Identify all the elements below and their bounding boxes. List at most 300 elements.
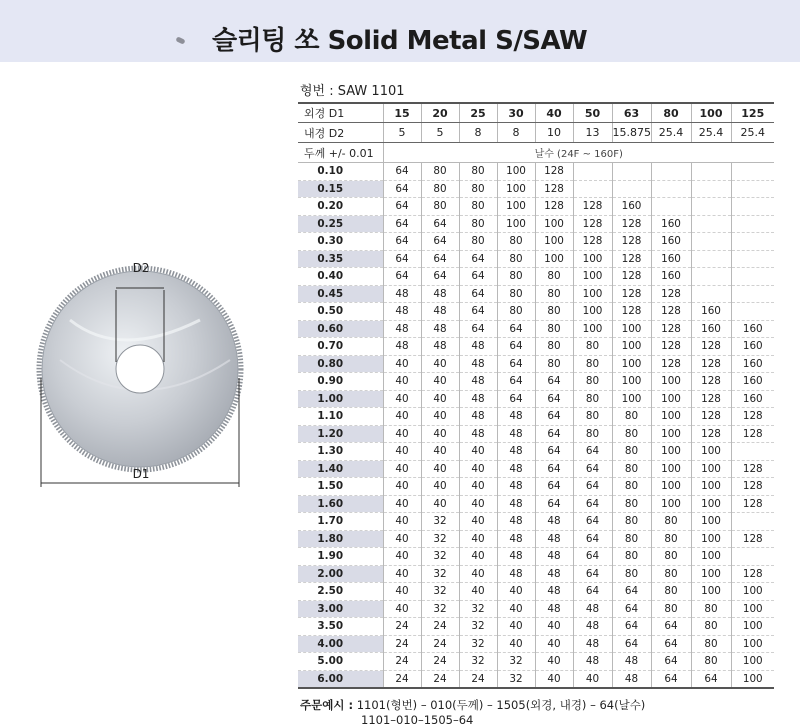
- teeth-count-cell: 128: [691, 408, 731, 426]
- teeth-count-cell: [731, 268, 774, 286]
- teeth-count-cell: 128: [691, 390, 731, 408]
- teeth-count-cell: 32: [421, 548, 459, 566]
- teeth-count-cell: 64: [383, 198, 421, 216]
- teeth-count-cell: 64: [651, 653, 691, 671]
- teeth-count-cell: 100: [612, 320, 651, 338]
- teeth-count-cell: 48: [459, 390, 497, 408]
- table-row: [298, 495, 774, 513]
- teeth-count-cell: 40: [421, 390, 459, 408]
- inner-diameter-row: [298, 123, 774, 143]
- teeth-count-cell: 64: [459, 320, 497, 338]
- d1-label: D1: [132, 467, 150, 481]
- thickness-cell: 0.20: [298, 198, 383, 216]
- teeth-count-cell: 40: [535, 618, 573, 636]
- teeth-count-cell: 40: [421, 425, 459, 443]
- teeth-count-cell: 160: [731, 355, 774, 373]
- outer-diameter-cell: 80: [651, 103, 691, 123]
- teeth-count-cell: 48: [421, 320, 459, 338]
- teeth-count-cell: 80: [691, 635, 731, 653]
- table-row: [298, 390, 774, 408]
- teeth-count-cell: 40: [383, 548, 421, 566]
- teeth-count-cell: 128: [612, 268, 651, 286]
- teeth-count-cell: 100: [497, 163, 535, 181]
- teeth-count-cell: 48: [497, 495, 535, 513]
- teeth-count-cell: 40: [383, 460, 421, 478]
- teeth-count-cell: 128: [731, 408, 774, 426]
- thickness-cell: 3.50: [298, 618, 383, 636]
- thickness-cell: 0.40: [298, 268, 383, 286]
- table-row: [298, 670, 774, 688]
- thickness-cell: 1.80: [298, 530, 383, 548]
- saw-blade: [39, 268, 241, 470]
- teeth-count-cell: 100: [651, 443, 691, 461]
- teeth-count-cell: 100: [497, 180, 535, 198]
- teeth-count-cell: 64: [535, 425, 573, 443]
- teeth-count-cell: 40: [383, 565, 421, 583]
- teeth-count-cell: 80: [651, 565, 691, 583]
- teeth-count-cell: 100: [612, 373, 651, 391]
- teeth-count-cell: [731, 250, 774, 268]
- teeth-count-cell: 80: [421, 180, 459, 198]
- teeth-count-cell: 80: [459, 215, 497, 233]
- teeth-count-cell: 100: [731, 583, 774, 601]
- teeth-count-cell: 128: [691, 355, 731, 373]
- teeth-count-cell: 64: [421, 268, 459, 286]
- outer-diameter-cell: 15: [383, 103, 421, 123]
- teeth-count-cell: 80: [497, 268, 535, 286]
- teeth-count-cell: 48: [535, 548, 573, 566]
- teeth-count-cell: [651, 180, 691, 198]
- inner-diameter-cell: 25.4: [731, 123, 774, 143]
- teeth-count-cell: 32: [421, 583, 459, 601]
- teeth-count-header: 날수 (24F ~ 160F): [383, 143, 774, 163]
- thickness-cell: 0.35: [298, 250, 383, 268]
- teeth-count-cell: 64: [573, 495, 612, 513]
- teeth-count-cell: 100: [497, 198, 535, 216]
- teeth-count-cell: 64: [612, 600, 651, 618]
- page-title: 슬리팅 쏘 Solid Metal S/SAW: [212, 26, 588, 56]
- teeth-count-cell: 64: [612, 635, 651, 653]
- teeth-count-cell: 160: [651, 215, 691, 233]
- teeth-count-cell: 128: [612, 285, 651, 303]
- teeth-count-cell: 40: [383, 478, 421, 496]
- teeth-count-cell: [731, 513, 774, 531]
- teeth-count-cell: 80: [421, 198, 459, 216]
- teeth-count-cell: 32: [421, 513, 459, 531]
- teeth-count-cell: 80: [535, 285, 573, 303]
- teeth-count-cell: 40: [421, 408, 459, 426]
- table-row: [298, 600, 774, 618]
- teeth-count-cell: 128: [731, 460, 774, 478]
- teeth-count-cell: 64: [535, 443, 573, 461]
- teeth-count-cell: 100: [612, 338, 651, 356]
- teeth-count-cell: 80: [651, 513, 691, 531]
- teeth-count-cell: 100: [651, 373, 691, 391]
- thickness-cell: 0.30: [298, 233, 383, 251]
- teeth-count-cell: 48: [535, 513, 573, 531]
- teeth-count-cell: 100: [691, 460, 731, 478]
- teeth-count-cell: 40: [459, 495, 497, 513]
- teeth-count-cell: 40: [421, 495, 459, 513]
- teeth-count-cell: 160: [651, 233, 691, 251]
- teeth-count-cell: 100: [573, 285, 612, 303]
- teeth-count-cell: 100: [691, 565, 731, 583]
- teeth-count-cell: 40: [535, 670, 573, 688]
- teeth-count-cell: 80: [497, 233, 535, 251]
- teeth-count-cell: 80: [612, 530, 651, 548]
- teeth-count-cell: 160: [612, 198, 651, 216]
- teeth-count-cell: 80: [651, 600, 691, 618]
- teeth-count-cell: [691, 163, 731, 181]
- teeth-count-cell: 24: [383, 670, 421, 688]
- inner-diameter-cell: 10: [535, 123, 573, 143]
- teeth-count-cell: 80: [573, 373, 612, 391]
- inner-diameter-cell: 15.875: [612, 123, 651, 143]
- teeth-count-cell: 80: [535, 338, 573, 356]
- teeth-count-cell: [573, 163, 612, 181]
- teeth-count-cell: 40: [459, 530, 497, 548]
- teeth-count-cell: [612, 180, 651, 198]
- teeth-count-cell: 48: [383, 285, 421, 303]
- teeth-count-cell: 160: [651, 268, 691, 286]
- outer-diameter-cell: 20: [421, 103, 459, 123]
- table-row: [298, 425, 774, 443]
- teeth-count-cell: 128: [731, 478, 774, 496]
- teeth-count-cell: 100: [535, 233, 573, 251]
- thickness-cell: 0.15: [298, 180, 383, 198]
- teeth-count-cell: 100: [651, 460, 691, 478]
- teeth-count-cell: 80: [691, 618, 731, 636]
- teeth-count-cell: 64: [497, 338, 535, 356]
- spec-table: [298, 102, 774, 689]
- outer-diameter-label: 외경 D1: [298, 103, 383, 123]
- thickness-cell: 1.50: [298, 478, 383, 496]
- teeth-count-cell: 100: [731, 600, 774, 618]
- teeth-count-cell: 80: [691, 653, 731, 671]
- thickness-cell: 1.10: [298, 408, 383, 426]
- teeth-count-cell: 64: [573, 530, 612, 548]
- teeth-count-cell: 128: [573, 198, 612, 216]
- teeth-count-cell: 40: [383, 408, 421, 426]
- order-example-code: 1101–010–1505–64: [361, 713, 474, 727]
- teeth-count-cell: [731, 285, 774, 303]
- teeth-count-cell: 128: [731, 495, 774, 513]
- teeth-count-cell: 48: [459, 373, 497, 391]
- outer-diameter-row: [298, 103, 774, 123]
- teeth-count-cell: 40: [383, 390, 421, 408]
- teeth-count-cell: 40: [459, 583, 497, 601]
- teeth-count-cell: [691, 285, 731, 303]
- teeth-count-cell: 64: [535, 495, 573, 513]
- teeth-count-cell: 80: [573, 425, 612, 443]
- table-row: [298, 233, 774, 251]
- inner-diameter-cell: 25.4: [651, 123, 691, 143]
- table-row: [298, 478, 774, 496]
- teeth-count-cell: 64: [459, 268, 497, 286]
- teeth-count-cell: 100: [612, 390, 651, 408]
- d2-label: D2: [132, 261, 150, 275]
- teeth-count-cell: 48: [535, 530, 573, 548]
- thickness-cell: 1.20: [298, 425, 383, 443]
- teeth-count-cell: 128: [651, 355, 691, 373]
- inner-diameter-cell: 8: [497, 123, 535, 143]
- teeth-count-cell: 64: [573, 443, 612, 461]
- teeth-count-cell: 64: [383, 180, 421, 198]
- teeth-count-cell: 48: [383, 303, 421, 321]
- teeth-count-cell: 128: [535, 180, 573, 198]
- table-row: [298, 373, 774, 391]
- outer-diameter-cell: 40: [535, 103, 573, 123]
- teeth-count-cell: [731, 548, 774, 566]
- thickness-cell: 0.90: [298, 373, 383, 391]
- teeth-count-cell: [731, 180, 774, 198]
- teeth-count-cell: 48: [612, 670, 651, 688]
- teeth-count-cell: 100: [651, 495, 691, 513]
- teeth-count-cell: 64: [383, 233, 421, 251]
- teeth-count-cell: 100: [573, 320, 612, 338]
- teeth-count-cell: 48: [421, 285, 459, 303]
- order-example: [300, 697, 645, 713]
- thickness-cell: 1.40: [298, 460, 383, 478]
- table-row: [298, 443, 774, 461]
- teeth-count-cell: 80: [535, 268, 573, 286]
- teeth-count-cell: 64: [573, 548, 612, 566]
- teeth-count-cell: 100: [731, 670, 774, 688]
- teeth-count-cell: [691, 233, 731, 251]
- teeth-count-cell: 48: [573, 635, 612, 653]
- teeth-count-cell: 40: [497, 618, 535, 636]
- teeth-count-cell: 24: [383, 653, 421, 671]
- teeth-count-cell: 100: [612, 355, 651, 373]
- teeth-count-cell: 80: [497, 285, 535, 303]
- teeth-count-cell: 80: [612, 425, 651, 443]
- teeth-count-cell: 24: [421, 653, 459, 671]
- table-row: [298, 635, 774, 653]
- teeth-count-cell: [731, 303, 774, 321]
- teeth-count-cell: 160: [731, 373, 774, 391]
- teeth-count-cell: [691, 180, 731, 198]
- teeth-count-cell: 48: [421, 303, 459, 321]
- thickness-cell: 6.00: [298, 670, 383, 688]
- teeth-count-cell: [651, 198, 691, 216]
- teeth-count-cell: 64: [651, 618, 691, 636]
- teeth-count-cell: 128: [731, 565, 774, 583]
- teeth-count-cell: 80: [459, 180, 497, 198]
- teeth-count-cell: 48: [497, 408, 535, 426]
- table-row: [298, 565, 774, 583]
- thickness-cell: 0.80: [298, 355, 383, 373]
- teeth-count-cell: 80: [651, 548, 691, 566]
- teeth-count-cell: 64: [497, 390, 535, 408]
- thickness-label: 두께 +/- 0.01: [298, 143, 383, 163]
- teeth-count-cell: 100: [691, 443, 731, 461]
- teeth-count-cell: 40: [383, 495, 421, 513]
- teeth-count-cell: 64: [383, 250, 421, 268]
- teeth-count-cell: 100: [731, 618, 774, 636]
- teeth-count-cell: 32: [421, 530, 459, 548]
- teeth-count-cell: 100: [651, 478, 691, 496]
- teeth-count-cell: 80: [651, 530, 691, 548]
- outer-diameter-cell: 100: [691, 103, 731, 123]
- teeth-count-cell: 48: [573, 618, 612, 636]
- teeth-count-cell: 48: [421, 338, 459, 356]
- teeth-count-cell: 40: [459, 443, 497, 461]
- teeth-count-cell: 80: [573, 408, 612, 426]
- teeth-count-cell: 64: [497, 320, 535, 338]
- teeth-count-cell: [691, 215, 731, 233]
- teeth-count-cell: 64: [691, 670, 731, 688]
- table-row: [298, 653, 774, 671]
- teeth-count-cell: 32: [497, 653, 535, 671]
- teeth-count-cell: 80: [421, 163, 459, 181]
- table-row: [298, 355, 774, 373]
- order-example-line1: 1101(형번) – 010(두께) – 1505(외경, 내경) – 64(날수): [356, 698, 646, 712]
- teeth-count-cell: 100: [535, 215, 573, 233]
- teeth-count-cell: [691, 198, 731, 216]
- teeth-count-cell: 100: [731, 653, 774, 671]
- teeth-count-cell: 48: [459, 425, 497, 443]
- table-row: [298, 338, 774, 356]
- teeth-count-cell: 80: [612, 565, 651, 583]
- teeth-count-cell: 64: [535, 460, 573, 478]
- table-row: [298, 548, 774, 566]
- outer-diameter-cell: 25: [459, 103, 497, 123]
- thickness-cell: 5.00: [298, 653, 383, 671]
- teeth-count-cell: 48: [497, 513, 535, 531]
- thickness-cell: 1.60: [298, 495, 383, 513]
- teeth-count-cell: 80: [573, 338, 612, 356]
- table-row: [298, 530, 774, 548]
- teeth-count-cell: 48: [497, 548, 535, 566]
- teeth-count-cell: 100: [573, 303, 612, 321]
- teeth-count-cell: 100: [651, 390, 691, 408]
- teeth-count-cell: 40: [573, 670, 612, 688]
- teeth-count-cell: 40: [383, 600, 421, 618]
- teeth-count-cell: 100: [497, 215, 535, 233]
- thickness-cell: 0.10: [298, 163, 383, 181]
- teeth-count-cell: 128: [651, 285, 691, 303]
- outer-diameter-cell: 30: [497, 103, 535, 123]
- teeth-count-cell: 80: [497, 250, 535, 268]
- teeth-count-cell: 160: [731, 390, 774, 408]
- teeth-count-cell: 128: [535, 163, 573, 181]
- teeth-count-cell: 40: [421, 478, 459, 496]
- inner-diameter-cell: 8: [459, 123, 497, 143]
- teeth-count-cell: 40: [383, 425, 421, 443]
- table-row: [298, 163, 774, 181]
- table-row: [298, 180, 774, 198]
- teeth-count-cell: 48: [497, 478, 535, 496]
- teeth-count-cell: 80: [459, 163, 497, 181]
- thickness-header-row: [298, 143, 774, 163]
- inner-diameter-cell: 5: [383, 123, 421, 143]
- teeth-count-cell: 64: [535, 478, 573, 496]
- teeth-count-cell: 64: [651, 670, 691, 688]
- teeth-count-cell: 64: [573, 478, 612, 496]
- teeth-count-cell: 40: [535, 653, 573, 671]
- thickness-cell: 0.60: [298, 320, 383, 338]
- inner-diameter-cell: 25.4: [691, 123, 731, 143]
- teeth-count-cell: 100: [691, 530, 731, 548]
- teeth-count-cell: 24: [421, 670, 459, 688]
- teeth-count-cell: 100: [535, 250, 573, 268]
- teeth-count-cell: 128: [573, 233, 612, 251]
- table-row: [298, 320, 774, 338]
- teeth-count-cell: 64: [651, 635, 691, 653]
- teeth-count-cell: 64: [383, 163, 421, 181]
- inner-diameter-cell: 13: [573, 123, 612, 143]
- table-row: [298, 285, 774, 303]
- thickness-cell: 1.30: [298, 443, 383, 461]
- teeth-count-cell: 64: [421, 215, 459, 233]
- thickness-cell: 1.00: [298, 390, 383, 408]
- teeth-count-cell: 80: [459, 233, 497, 251]
- teeth-count-cell: 64: [573, 565, 612, 583]
- thickness-cell: 3.00: [298, 600, 383, 618]
- teeth-count-cell: 40: [383, 583, 421, 601]
- teeth-count-cell: 80: [459, 198, 497, 216]
- teeth-count-cell: 48: [497, 443, 535, 461]
- table-row: [298, 513, 774, 531]
- thickness-cell: 4.00: [298, 635, 383, 653]
- teeth-count-cell: 40: [383, 355, 421, 373]
- teeth-count-cell: 128: [691, 338, 731, 356]
- teeth-count-cell: 128: [691, 425, 731, 443]
- table-row: [298, 408, 774, 426]
- teeth-count-cell: 48: [497, 460, 535, 478]
- teeth-count-cell: 80: [612, 548, 651, 566]
- teeth-count-cell: 160: [731, 338, 774, 356]
- teeth-count-cell: 40: [459, 513, 497, 531]
- table-row: [298, 198, 774, 216]
- teeth-count-cell: 160: [731, 320, 774, 338]
- teeth-count-cell: 64: [612, 583, 651, 601]
- teeth-count-cell: 64: [535, 390, 573, 408]
- teeth-count-cell: [573, 180, 612, 198]
- teeth-count-cell: 128: [651, 320, 691, 338]
- thickness-cell: 0.70: [298, 338, 383, 356]
- inner-diameter-label: 내경 D2: [298, 123, 383, 143]
- table-row: [298, 618, 774, 636]
- teeth-count-cell: 128: [731, 530, 774, 548]
- teeth-count-cell: 40: [383, 373, 421, 391]
- table-row: [298, 215, 774, 233]
- teeth-count-cell: 64: [459, 285, 497, 303]
- teeth-count-cell: 32: [421, 565, 459, 583]
- teeth-count-cell: 128: [612, 250, 651, 268]
- teeth-count-cell: 100: [731, 635, 774, 653]
- teeth-count-cell: 48: [535, 583, 573, 601]
- teeth-count-cell: 40: [459, 565, 497, 583]
- teeth-count-cell: 160: [651, 250, 691, 268]
- order-example-label: 주문예시 :: [300, 698, 354, 712]
- teeth-count-cell: 100: [651, 408, 691, 426]
- teeth-count-cell: 40: [421, 373, 459, 391]
- teeth-count-cell: 80: [535, 355, 573, 373]
- table-row: [298, 250, 774, 268]
- teeth-count-cell: 64: [497, 355, 535, 373]
- teeth-count-cell: 32: [459, 618, 497, 636]
- teeth-count-cell: 64: [535, 408, 573, 426]
- teeth-count-cell: 40: [497, 583, 535, 601]
- teeth-count-cell: 100: [691, 513, 731, 531]
- teeth-count-cell: 40: [497, 600, 535, 618]
- saw-blade-diagram: [0, 230, 290, 490]
- teeth-count-cell: 64: [421, 233, 459, 251]
- teeth-count-cell: 32: [421, 600, 459, 618]
- teeth-count-cell: 48: [535, 565, 573, 583]
- table-row: [298, 583, 774, 601]
